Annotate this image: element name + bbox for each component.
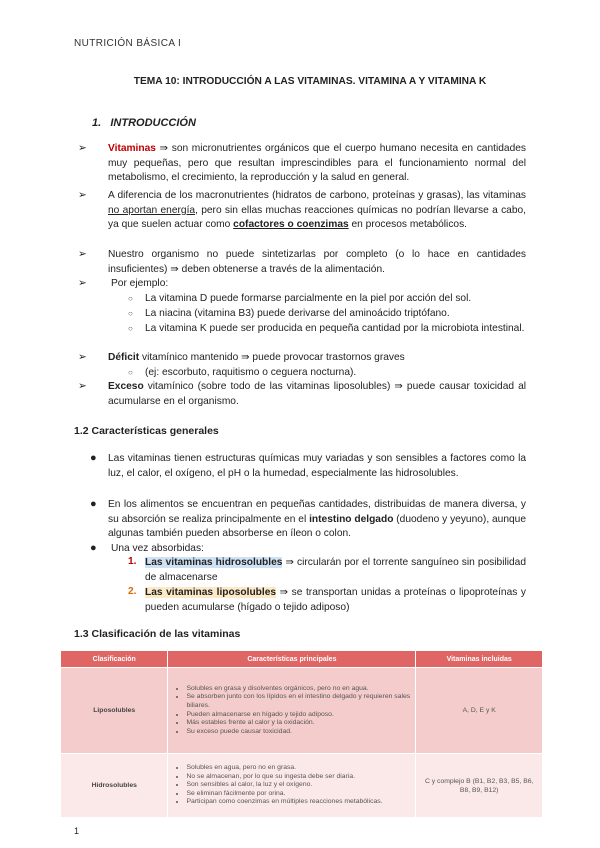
term-no-energy: no aportan energía	[108, 204, 196, 216]
intro-p2-a: A diferencia de los macronutrientes (hidratos de carbono, proteínas y grasas), las vitaminas	[108, 190, 526, 201]
intro-p5-text: vitamínico mantenido ⇛ puede provocar trastornos graves	[139, 352, 405, 363]
bullet-dot-icon: ●	[90, 452, 97, 464]
term-liposolubles: Las vitaminas liposolubles	[145, 587, 277, 598]
b2-c: (duodeno y yeyuno), aunque algunas también pueden absorberse en íleon o colon.	[108, 513, 526, 540]
list-item: • Su exceso puede causar toxicidad.	[186, 728, 411, 737]
term-intestino-delgado: intestino delgado	[309, 513, 394, 525]
intro-p6-text: vitamínico (sobre todo de las vitaminas liposolubles) ⇛ puede causar toxicidad al acumularse en el organismo.	[108, 381, 526, 407]
table-cell-classification: Liposolubles	[61, 668, 168, 754]
term-hidrosolubles: Las vitaminas hidrosolubles	[145, 557, 283, 568]
list-item: • Son sensibles al calor, la luz y el oxígeno.	[186, 781, 411, 790]
list-item: • Solubles en agua, pero no en grasa.	[186, 764, 411, 773]
b2-a: En los alimentos se encuentran en pequeñas cantidades, distribuidas de manera diversa, y su absorción se realiza principalmente en el	[108, 499, 526, 525]
intro-p2-c: en procesos metabólicos.	[348, 219, 468, 231]
classification-table	[60, 650, 543, 818]
list-item: • No se almacenan, por lo que su ingesta debe ser diaria.	[186, 773, 411, 782]
intro-paragraph-deficit	[108, 351, 526, 366]
table-row	[61, 754, 543, 818]
n1-text: ⇛ circularán por el torrente sanguíneo sin posibilidad de almacenarse	[145, 557, 526, 583]
arrow-bullet-icon: ➢	[78, 248, 87, 260]
circle-bullet-icon: ○	[128, 294, 133, 303]
term-deficit: Déficit	[108, 352, 140, 363]
table-header: Vitaminas incluidas	[416, 651, 543, 668]
term-vitaminas: Vitaminas	[108, 143, 156, 154]
intro-p1-text: ⇛ son micronutrientes orgánicos que el cuerpo humano necesita en cantidades muy pequeñas, pero que resultan imprescindibles para el funcionamiento normal del metabolismo, el crecimiento, la reproducción y la salud en general.	[108, 143, 526, 184]
section-1-title: INTRODUCCIÓN	[110, 117, 196, 129]
section-1-number: 1.	[92, 117, 102, 129]
list-item: • Participan como coenzimas en múltiples reacciones metabólicas.	[186, 798, 411, 807]
table-cell-vitamins: C y complejo B (B1, B2, B3, B5, B6, B8, B9, B12)	[416, 754, 543, 818]
deficit-examples: (ej: escorbuto, raquitismo o ceguera nocturna).	[145, 367, 357, 378]
table-cell-characteristics	[168, 754, 416, 818]
arrow-bullet-icon: ➢	[78, 142, 87, 154]
list-item: • Pueden almacenarse en hígado y tejido adiposo.	[186, 711, 411, 720]
page-title: TEMA 10: INTRODUCCIÓN A LAS VITAMINAS. VITAMINA A Y VITAMINA K	[133, 76, 487, 87]
page-number: 1	[74, 826, 80, 836]
hydrosoluble-item	[145, 556, 526, 585]
section-1-3-heading: 1.3 Clasificación de las vitaminas	[74, 628, 241, 640]
table-header: Clasificación	[61, 651, 168, 668]
section-1-2-heading: 1.2 Características generales	[74, 425, 219, 437]
table-row	[61, 668, 543, 754]
arrow-bullet-icon: ➢	[78, 189, 87, 201]
term-cofactors: cofactores o coenzimas	[233, 219, 349, 231]
arrow-bullet-icon: ➢	[78, 380, 87, 392]
table-cell-characteristics	[168, 668, 416, 754]
intro-example-label: Por ejemplo:	[111, 278, 169, 289]
liposoluble-item	[145, 586, 526, 615]
general-bullet-absorbed: Una vez absorbidas:	[111, 543, 204, 554]
section-1-heading	[92, 117, 196, 129]
table-header: Características principales	[168, 651, 416, 668]
intro-paragraph-macronutrients	[108, 189, 526, 233]
list-item: • Se eliminan fácilmente por orina.	[186, 790, 411, 799]
list-item: • Más estables frente al calor y la oxidación.	[186, 719, 411, 728]
table-header-row	[61, 651, 543, 668]
list-number-1: 1.	[128, 556, 137, 567]
arrow-bullet-icon: ➢	[78, 351, 87, 363]
bullet-dot-icon: ●	[90, 542, 97, 554]
intro-p2-b: , pero sin ellas muchas reacciones químicas no podrían llevarse a cabo, ya que suelen actuar como	[108, 204, 527, 231]
general-bullet-structures: Las vitaminas tienen estructuras químicas muy variadas y son sensibles a factores como la luz, el calor, el oxígeno, el pH o la humedad, especialmente las hidrosolubles.	[108, 453, 526, 479]
circle-bullet-icon: ○	[128, 324, 133, 333]
intro-paragraph-synthesis: Nuestro organismo no puede sintetizarlas por completo (o lo hace en cantidades insuficientes) ⇛ deben obtenerse a través de la alimentación.	[108, 249, 526, 275]
list-item: • Se absorben junto con los lípidos en el intestino delgado y requieren sales biliares.	[186, 693, 411, 710]
list-item: • Solubles en grasa y disolventes orgánicos, pero no en agua.	[186, 685, 411, 694]
general-bullet-absorption	[108, 498, 526, 542]
circle-bullet-icon: ○	[128, 309, 133, 318]
table-cell-vitamins: A, D, E y K	[416, 668, 543, 754]
example-vitamin-k: La vitamina K puede ser producida en pequeña cantidad por la microbiota intestinal.	[145, 323, 525, 334]
intro-paragraph-vitaminas	[108, 142, 526, 186]
example-niacin: La niacina (vitamina B3) puede derivarse del aminoácido triptófano.	[145, 308, 450, 319]
circle-bullet-icon: ○	[128, 368, 133, 377]
list-number-2: 2.	[128, 586, 137, 597]
running-header: NUTRICIÓN BÁSICA I	[74, 38, 182, 49]
example-vitamin-d: La vitamina D puede formarse parcialmente en la piel por acción del sol.	[145, 293, 472, 304]
n2-text: ⇛ se transportan unidas a proteínas o lipoproteínas y pueden acumularse (hígado o tejido adiposo)	[145, 587, 526, 613]
intro-paragraph-exceso	[108, 380, 526, 409]
table-cell-classification: Hidrosolubles	[61, 754, 168, 818]
term-exceso: Exceso	[108, 381, 144, 392]
bullet-dot-icon: ●	[90, 498, 97, 510]
arrow-bullet-icon: ➢	[78, 277, 87, 289]
